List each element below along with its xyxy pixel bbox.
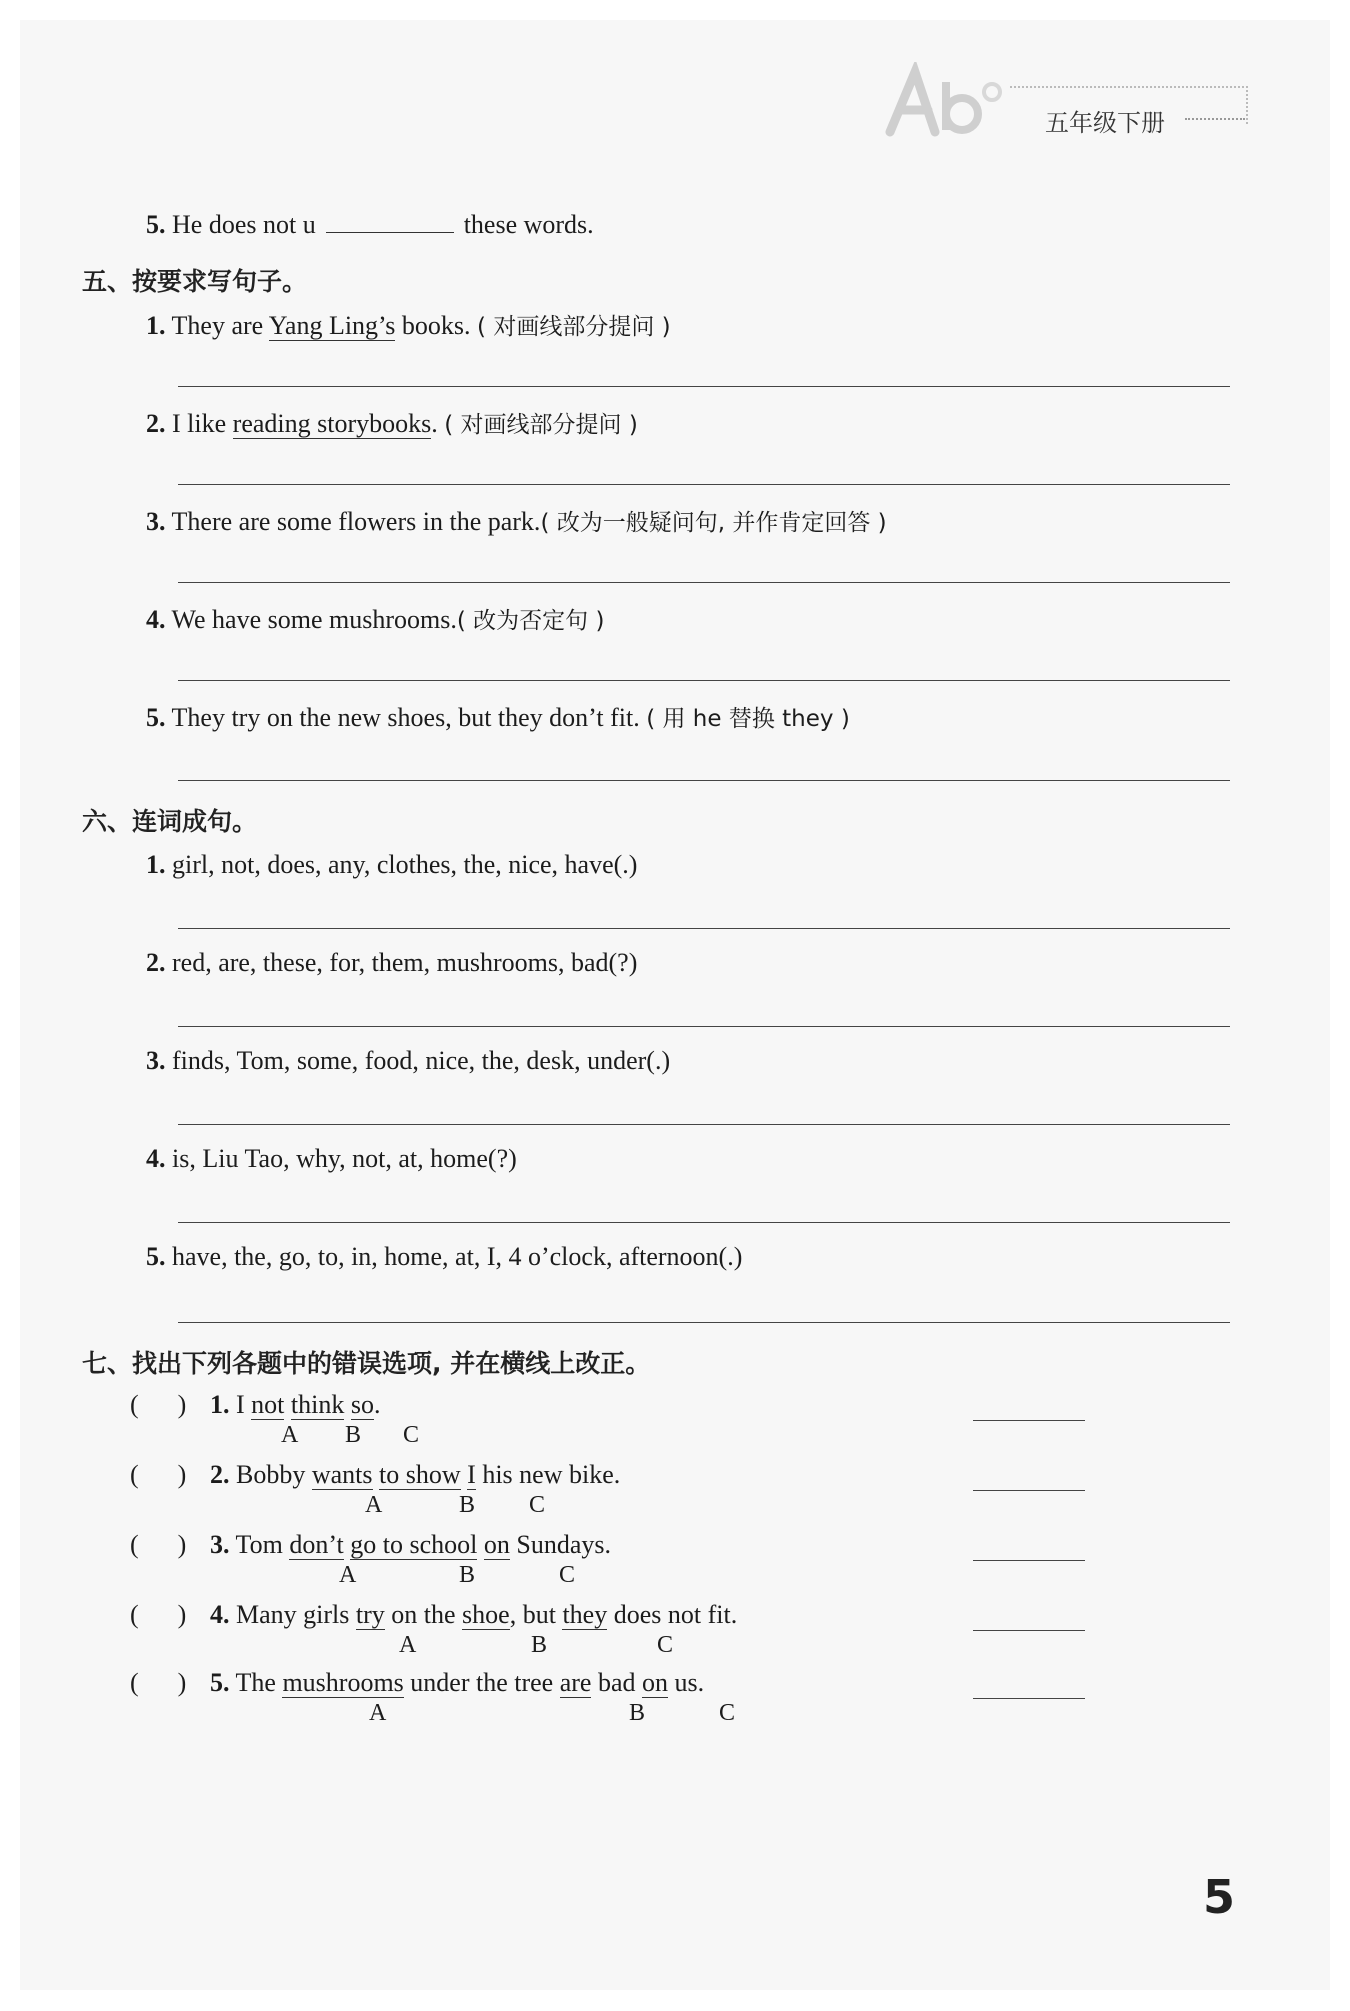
- sec5-item-2: 2. I like reading storybooks. ( 对画线部分提问 ): [146, 409, 638, 438]
- sec6-item-4: 4. is, Liu Tao, why, not, at, home(?): [146, 1144, 517, 1173]
- answer-paren[interactable]: ( ): [130, 1668, 187, 1697]
- sec5-item-5: 5. They try on the new shoes, but they don’t fit. ( 用 he 替换 they ): [146, 703, 850, 732]
- sec6-item-1: 1. girl, not, does, any, clothes, the, nice, have(.): [146, 850, 638, 879]
- answer-line[interactable]: [178, 1222, 1230, 1223]
- correction-line[interactable]: [973, 1490, 1085, 1491]
- answer-line[interactable]: [178, 680, 1230, 681]
- correction-line[interactable]: [973, 1698, 1085, 1699]
- option-label: A: [399, 1632, 417, 1658]
- answer-paren[interactable]: ( ): [130, 1530, 187, 1559]
- option-label: C: [403, 1422, 420, 1448]
- section-6-title: 六、连词成句。: [82, 807, 258, 836]
- sec6-item-5: 5. have, the, go, to, in, home, at, I, 4 o’clock, afternoon(.): [146, 1242, 743, 1271]
- section-5-title: 五、按要求写句子。: [82, 267, 308, 296]
- option-label: B: [629, 1700, 646, 1726]
- option-label: A: [339, 1562, 357, 1588]
- answer-line[interactable]: [178, 1322, 1230, 1323]
- sec7-item-3: ( ) 3. Tom don’t go to school on Sundays.: [130, 1530, 611, 1559]
- option-label: B: [531, 1632, 548, 1658]
- option-label: A: [281, 1422, 299, 1448]
- answer-line[interactable]: [178, 484, 1230, 485]
- sec5-item-4: 4. We have some mushrooms.( 改为否定句 ): [146, 605, 605, 634]
- answer-line[interactable]: [178, 582, 1230, 583]
- ab-logo: [880, 62, 1010, 147]
- fill-blank[interactable]: [326, 232, 454, 233]
- sec7-item-2: ( ) 2. Bobby wants to show I his new bike.: [130, 1460, 621, 1489]
- sec7-item-1: ( ) 1. I not think so.: [130, 1390, 381, 1419]
- answer-paren[interactable]: ( ): [130, 1460, 187, 1489]
- answer-paren[interactable]: ( ): [130, 1600, 187, 1629]
- correction-line[interactable]: [973, 1420, 1085, 1421]
- page-number: 5: [1203, 1870, 1236, 1924]
- sec5-item-3: 3. There are some flowers in the park.( 改为一般疑问句, 并作肯定回答 ): [146, 507, 887, 536]
- answer-paren[interactable]: ( ): [130, 1390, 187, 1419]
- sec7-item-5: ( ) 5. The mushrooms under the tree are bad on us.: [130, 1668, 705, 1697]
- option-label: C: [559, 1562, 576, 1588]
- sec5-item-1: 1. They are Yang Ling’s books. ( 对画线部分提问 ): [146, 311, 671, 340]
- sec7-item-4: ( ) 4. Many girls try on the shoe, but they does not fit.: [130, 1600, 738, 1629]
- sec6-item-3: 3. finds, Tom, some, food, nice, the, desk, under(.): [146, 1046, 671, 1075]
- option-label: C: [529, 1492, 546, 1518]
- option-label: B: [459, 1492, 476, 1518]
- correction-line[interactable]: [973, 1560, 1085, 1561]
- answer-line[interactable]: [178, 928, 1230, 929]
- option-label: B: [459, 1562, 476, 1588]
- sec6-item-2: 2. red, are, these, for, them, mushrooms, bad(?): [146, 948, 638, 977]
- header-dots: [1185, 118, 1245, 120]
- answer-line[interactable]: [178, 1124, 1230, 1125]
- correction-line[interactable]: [973, 1630, 1085, 1631]
- answer-line[interactable]: [178, 386, 1230, 387]
- option-label: A: [365, 1492, 383, 1518]
- section-7-title: 七、找出下列各题中的错误选项, 并在横线上改正。: [82, 1349, 651, 1378]
- option-label: A: [369, 1700, 387, 1726]
- option-label: B: [345, 1422, 362, 1448]
- answer-line[interactable]: [178, 780, 1230, 781]
- option-label: C: [657, 1632, 674, 1658]
- grade-label: 五年级下册: [1045, 109, 1165, 137]
- option-label: C: [719, 1700, 736, 1726]
- answer-line[interactable]: [178, 1026, 1230, 1027]
- item-4-5: 5. He does not u these words.: [146, 210, 594, 239]
